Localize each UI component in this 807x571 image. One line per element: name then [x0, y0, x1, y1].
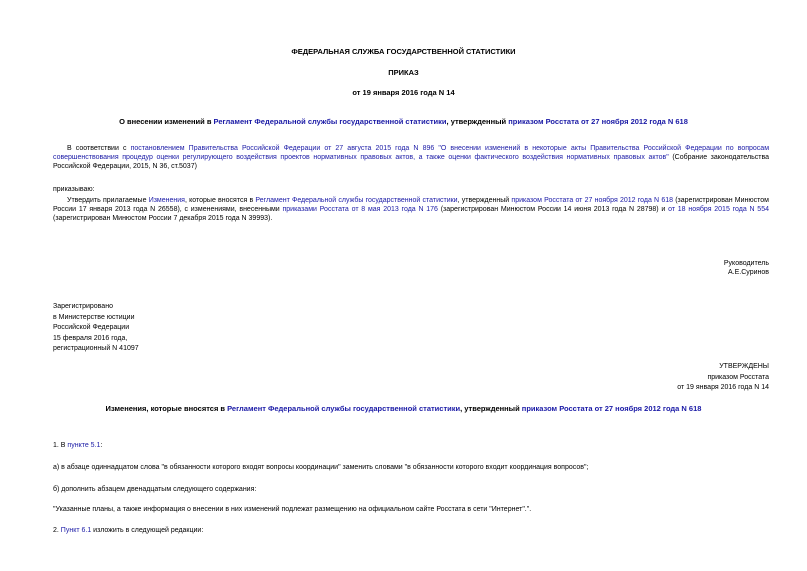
agency-heading: ФЕДЕРАЛЬНАЯ СЛУЖБА ГОСУДАРСТВЕННОЙ СТАТИСТИКИ — [291, 47, 516, 56]
item-1-post: : — [100, 442, 103, 449]
item-1-b: б) дополнить абзацем двенадцатым следующего содержания: — [53, 486, 257, 493]
item-1-a: а) в абзаце одиннадцатом слова "в обязанности которого входят вопросы координации" заменить словами "в обязанности которого входит координация вопросов"; — [53, 464, 589, 471]
item-2 — [53, 527, 203, 536]
approve-text-2: , которые вносятся в — [184, 197, 256, 204]
item-1 — [53, 442, 102, 451]
approve-link-order-176[interactable]: приказами Росстата от 8 мая 2013 года N 176 — [282, 205, 438, 213]
registration-line: Зарегистрировано — [53, 303, 113, 310]
approve-link-order-618[interactable]: приказом Росстата от 27 ноября 2012 года N 618 — [511, 197, 674, 204]
title-text-pre: О внесении изменений в — [119, 117, 214, 126]
item-1-pre: 1. В — [53, 442, 68, 449]
title-text-mid: , утвержденный — [446, 117, 509, 126]
approve-paragraph — [53, 197, 769, 223]
approve-link-changes[interactable]: Изменения — [148, 197, 185, 204]
changes-title-link-regulation[interactable]: Регламент Федеральной службы государственной статистики — [227, 404, 461, 413]
item-2-pre: 2. — [53, 527, 61, 534]
approve-text-3: , утвержденный — [457, 197, 512, 204]
item-1-quote: "Указанные планы, а также информация о внесении в них изменений подлежат размещению на официальном сайте Росстата в сети "Интернет".". — [53, 506, 532, 513]
changes-title-pre: Изменения, которые вносятся в — [105, 404, 228, 413]
approve-text-1: Утвердить прилагаемые — [67, 197, 149, 204]
approved-block — [500, 362, 769, 394]
order-word: приказываю: — [53, 186, 95, 193]
approved-line: от 19 января 2016 года N 14 — [677, 384, 769, 391]
item-1-link-clause[interactable]: пункте 5.1 — [67, 442, 101, 449]
signature-name: А.Е.Суринов — [728, 268, 769, 276]
preamble-paragraph — [53, 145, 769, 171]
approve-link-order-554[interactable]: от 18 ноября 2015 года N 554 — [668, 205, 769, 213]
changes-title-mid: , утвержденный — [460, 404, 522, 413]
registration-line: 15 февраля 2016 года, — [53, 334, 128, 342]
signature-block — [500, 260, 769, 278]
title-link-order[interactable]: приказом Росстата от 27 ноября 2012 года N 618 — [508, 117, 688, 126]
item-2-post: изложить в следующей редакции: — [91, 527, 204, 534]
approve-link-regulation[interactable]: Регламент Федеральной службы государственной статистики — [255, 197, 458, 204]
doc-type-heading: ПРИКАЗ — [388, 68, 419, 77]
approve-text-5: (зарегистрирован Минюстом России 14 июня 2013 года N 28798) и — [437, 205, 669, 213]
changes-title-link-order[interactable]: приказом Росстата от 27 ноября 2012 года N 618 — [521, 404, 702, 413]
preamble-text-pre: В соответствии с — [67, 145, 131, 152]
approve-text-4: (зарегистрирован Минюстом России 17 января 2013 года N 26558), с изменениями, внесенными — [53, 197, 769, 213]
signature-role: Руководитель — [723, 260, 769, 267]
doc-title — [0, 117, 807, 126]
preamble-link-decree[interactable]: постановлением Правительства Российской Федерации от 27 августа 2015 года N 896 "О внесении изменений в некоторые акты Правительства Российской Федерации по вопросам совершенствования процедур оценки регулирующего воздействия проектов нормативных правовых актов, а также оценки фактического воздействия нормативных правовых актов" — [53, 145, 770, 161]
registration-line: регистрационный N 41097 — [53, 345, 139, 352]
changes-title — [0, 404, 807, 413]
approved-line: УТВЕРЖДЕНЫ — [719, 363, 769, 370]
registration-line: в Министерстве юстиции — [53, 313, 135, 321]
approve-text-6: (зарегистрирован Минюстом России 7 декабря 2015 года N 39993). — [53, 214, 273, 222]
doc-date-number: от 19 января 2016 года N 14 — [352, 88, 455, 97]
registration-block — [53, 302, 139, 355]
preamble-text-post: (Собрание законодательства Российской Федерации, 2015, N 36, ст.5037) — [53, 153, 770, 170]
approved-line: приказом Росстата — [707, 373, 769, 381]
title-link-regulation[interactable]: Регламент Федеральной службы государственной статистики — [213, 117, 447, 126]
registration-line: Российской Федерации — [53, 324, 130, 331]
item-2-link-clause[interactable]: Пункт 6.1 — [60, 527, 92, 534]
